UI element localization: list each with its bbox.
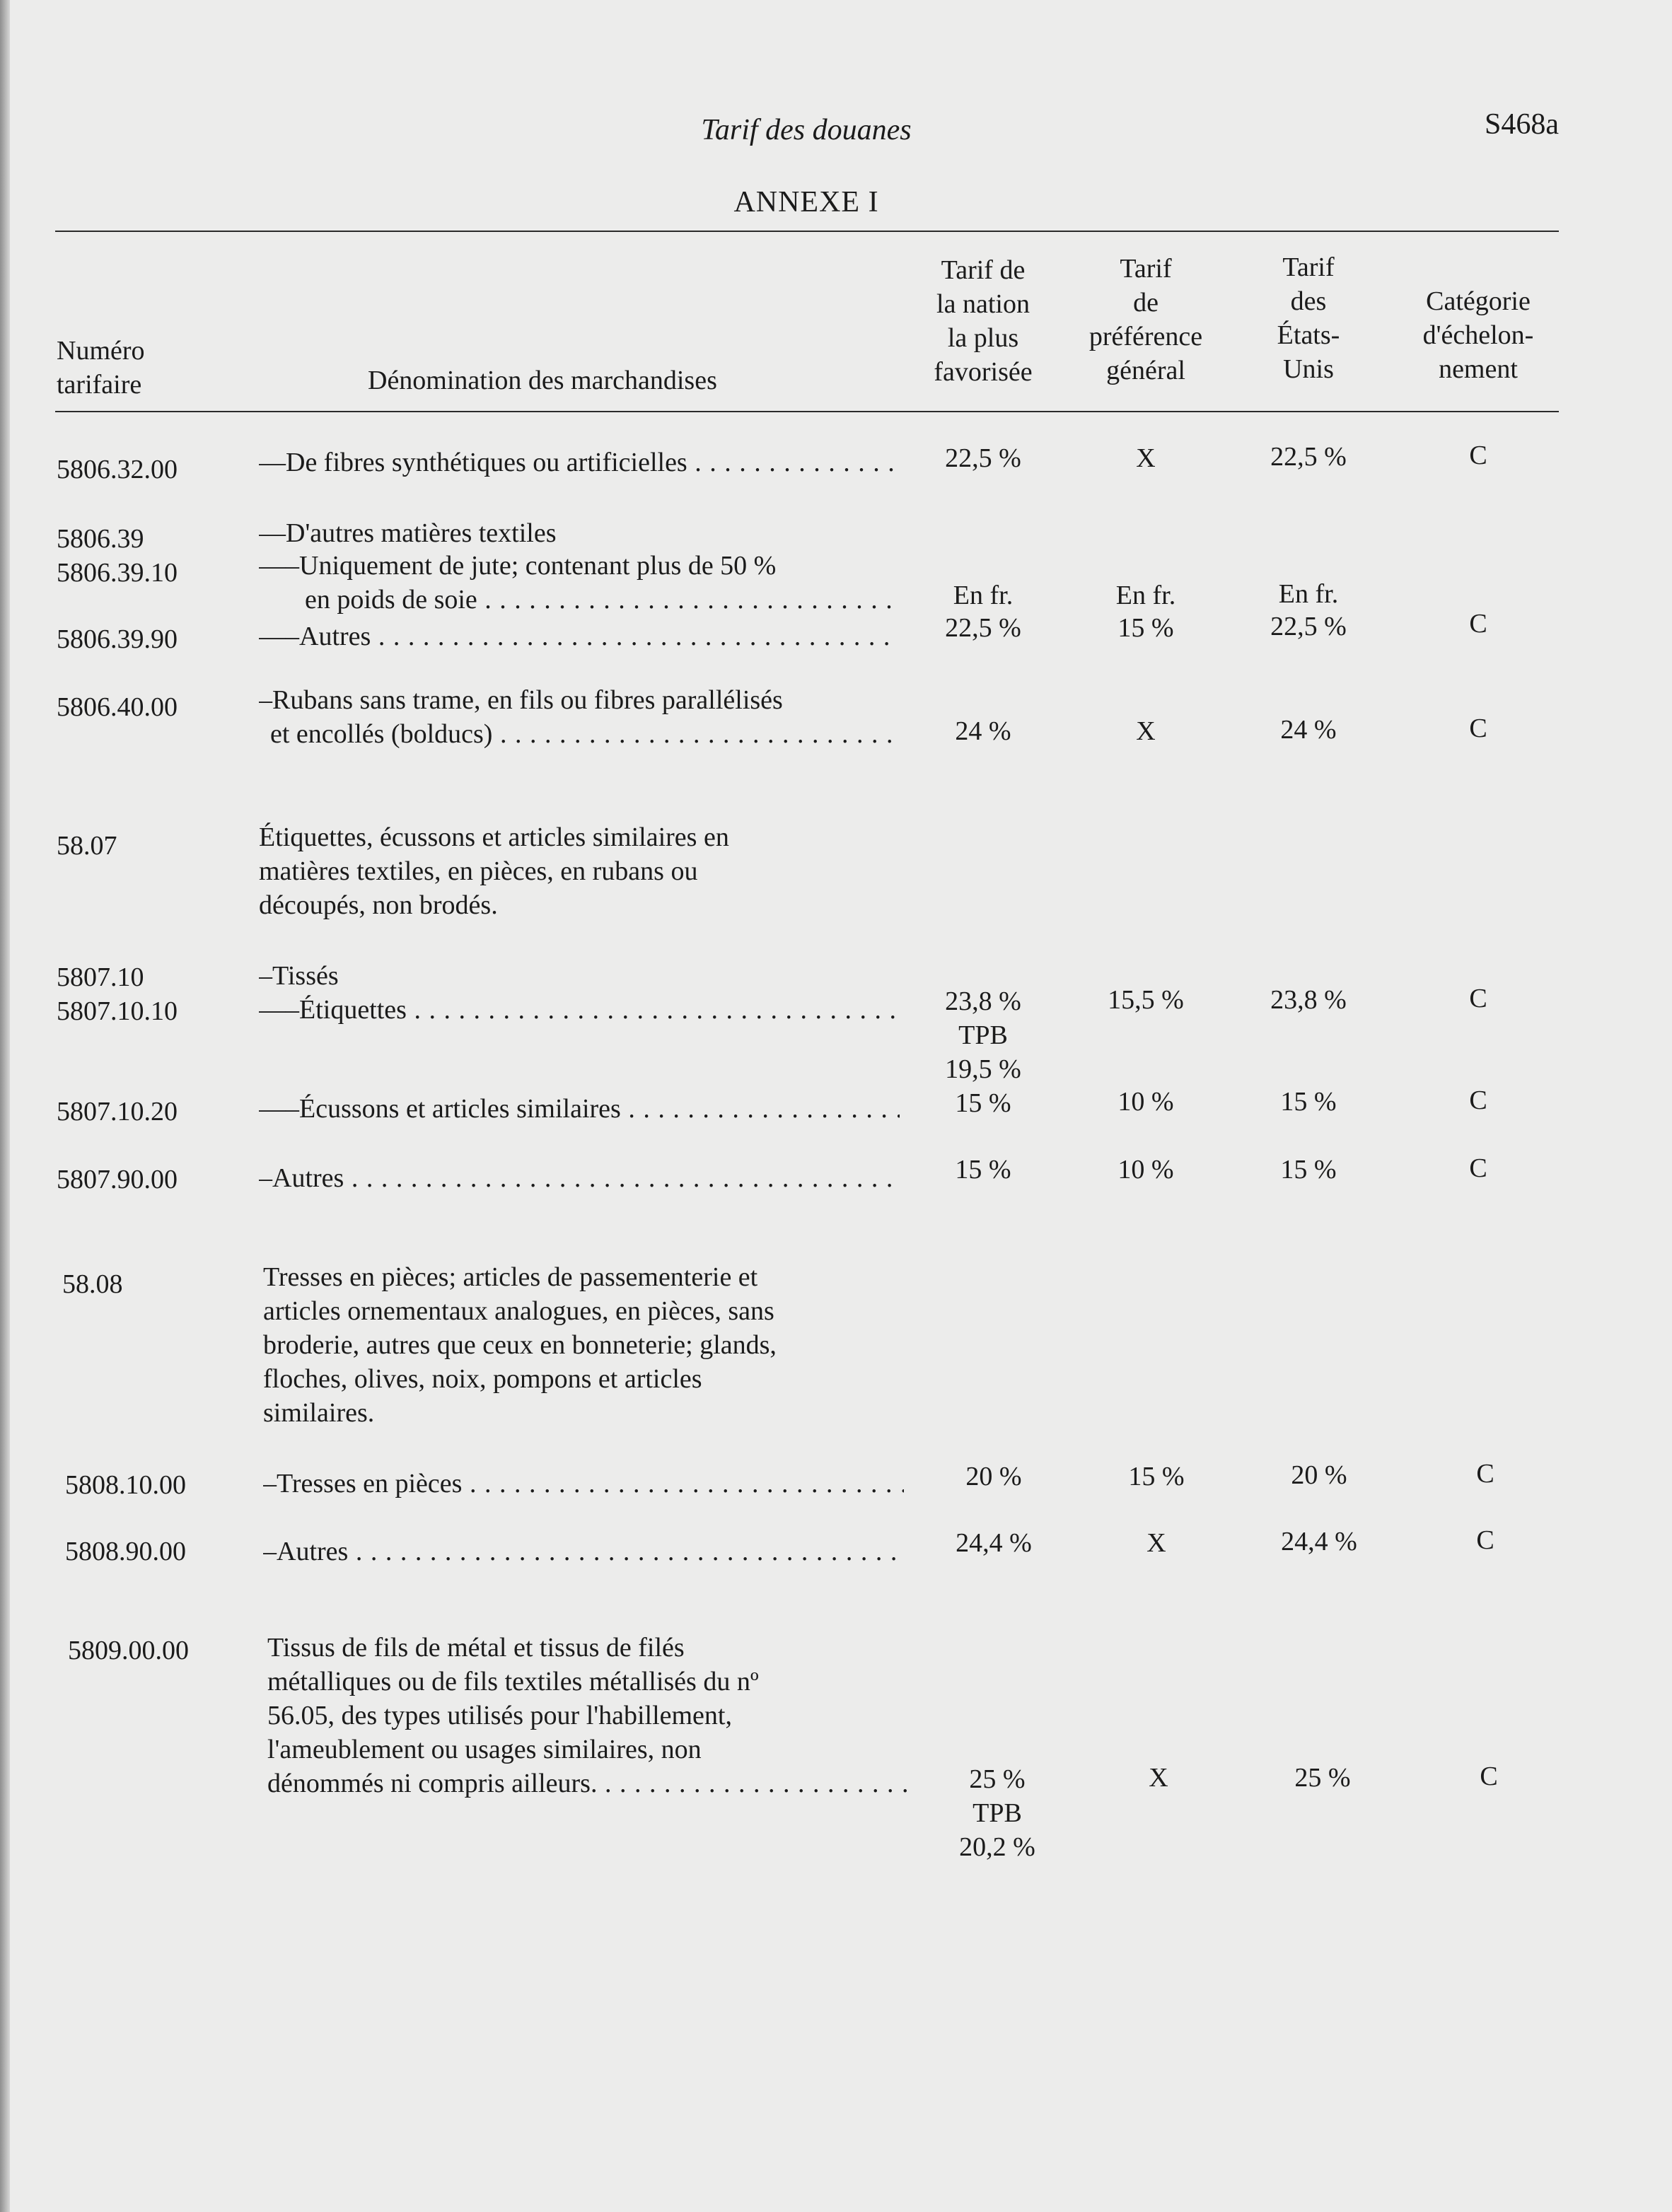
- staging-category: C: [1469, 984, 1487, 1013]
- description-line: découpés, non brodés.: [259, 890, 498, 920]
- header-us: [1238, 250, 1379, 386]
- goods-description: [259, 959, 900, 993]
- description-line: Tissus de fils de métal et tissus de filés: [267, 1633, 685, 1663]
- tariff-number: 5807.10.10: [57, 996, 178, 1026]
- tariff-number: 5809.00.00: [68, 1636, 189, 1665]
- header-gpt-line: général: [1106, 356, 1185, 385]
- header-gpt-line: Tarif: [1120, 254, 1172, 284]
- us-rate: 20 %: [1291, 1460, 1347, 1490]
- goods-description: [259, 619, 900, 653]
- description-line: –Tissés: [259, 961, 339, 991]
- description-line: —De fibres synthétiques ou artificielles . . .: [259, 446, 900, 479]
- goods-description: [259, 446, 900, 479]
- description-line: floches, olives, noix, pompons et articles: [263, 1364, 702, 1394]
- rate-line: 23,8 %: [945, 986, 1021, 1016]
- header-gpt: [1075, 252, 1217, 388]
- page-edge-shadow: [0, 0, 10, 2212]
- page-number: S468a: [1485, 108, 1559, 141]
- heading-number: 58.08: [62, 1269, 123, 1299]
- running-head-title: Tarif des douanes: [701, 114, 912, 146]
- us-rate: En fr.: [1278, 579, 1339, 609]
- tariff-number: 5806.39: [57, 524, 144, 554]
- description-line: —–Uniquement de jute; contenant plus de 50 %: [259, 551, 777, 581]
- rate-line: TPB: [973, 1798, 1022, 1828]
- header-description: Dénomination des marchandises: [368, 366, 717, 395]
- gpt-rate: X: [1136, 443, 1156, 473]
- heading-number: 58.07: [57, 831, 117, 861]
- tariff-number: 5808.10.00: [65, 1470, 186, 1500]
- goods-description: [263, 1535, 904, 1568]
- us-rate: 24,4 %: [1281, 1527, 1357, 1556]
- gpt-rate: X: [1146, 1528, 1166, 1558]
- mfn-rate: 24 %: [955, 716, 1011, 746]
- description-line: métalliques ou de fils textiles métallisés du nº: [267, 1667, 759, 1696]
- us-rate: 15 %: [1280, 1087, 1337, 1117]
- gpt-rate: 15,5 %: [1108, 985, 1184, 1015]
- header-gpt-line: de: [1133, 288, 1159, 318]
- mfn-rate: 24,4 %: [956, 1528, 1032, 1558]
- staging-category: C: [1469, 609, 1487, 639]
- goods-description: [259, 516, 900, 550]
- gpt-rate: 15 %: [1117, 613, 1174, 643]
- goods-description: [259, 683, 900, 751]
- header-mfn-line: la plus: [947, 323, 1019, 353]
- staging-category: C: [1476, 1459, 1494, 1489]
- gpt-rate: 15 %: [1128, 1462, 1185, 1491]
- description-line: —–Autres . . .: [259, 619, 900, 653]
- header-mfn-line: Tarif de: [941, 255, 1026, 285]
- header-staging-line: Catégorie: [1426, 286, 1531, 316]
- description-line: –Autres . . .: [263, 1535, 904, 1568]
- description-line: —D'autres matières textiles: [259, 518, 557, 548]
- gpt-rate: X: [1136, 716, 1156, 746]
- us-rate: 15 %: [1280, 1155, 1337, 1184]
- mfn-rate: 15 %: [955, 1088, 1011, 1118]
- gpt-rate: 10 %: [1117, 1155, 1174, 1184]
- gpt-rate: 10 %: [1117, 1087, 1174, 1117]
- tariff-number: 5806.40.00: [57, 692, 178, 722]
- description-line: matières textiles, en pièces, en rubans ou: [259, 856, 698, 886]
- goods-description: [259, 1161, 900, 1195]
- goods-description: [267, 1631, 908, 1800]
- staging-category: C: [1476, 1525, 1494, 1555]
- tariff-number: 5806.32.00: [57, 455, 178, 484]
- heading-description: [263, 1260, 904, 1430]
- tariff-number: 5806.39.10: [57, 558, 178, 588]
- mfn-rate: 20 %: [965, 1462, 1022, 1491]
- description-line: 56.05, des types utilisés pour l'habillement,: [267, 1701, 732, 1730]
- tariff-number: 5807.10: [57, 962, 144, 992]
- mfn-rate: 15 %: [955, 1155, 1011, 1184]
- description-line: dénommés ni compris ailleurs. . . .: [267, 1766, 908, 1800]
- description-line: en poids de soie . . .: [259, 583, 900, 617]
- gpt-rate: X: [1149, 1763, 1168, 1793]
- us-rate: 23,8 %: [1270, 985, 1347, 1015]
- description-line: –Rubans sans trame, en fils ou fibres parallélisés: [259, 685, 783, 715]
- header-staging-line: d'échelon-: [1422, 320, 1534, 350]
- rate-line: 19,5 %: [945, 1054, 1021, 1084]
- us-rate: 22,5 %: [1270, 442, 1347, 472]
- staging-category: C: [1469, 1153, 1487, 1183]
- mfn-rate: [927, 1762, 1068, 1864]
- us-rate: 25 %: [1294, 1763, 1351, 1793]
- description-line: broderie, autres que ceux en bonneterie; glands,: [263, 1330, 777, 1360]
- mfn-rate: En fr.: [953, 581, 1014, 610]
- tariff-number: 5807.10.20: [57, 1097, 178, 1127]
- staging-category: C: [1469, 1085, 1487, 1115]
- description-line: et encollés (bolducs) . . .: [259, 717, 900, 751]
- header-mfn-line: la nation: [936, 289, 1030, 319]
- staging-category: C: [1480, 1762, 1498, 1791]
- tariff-number: 5808.90.00: [65, 1537, 186, 1566]
- header-us-line: États-: [1277, 320, 1340, 350]
- header-number: [57, 334, 145, 402]
- staging-category: C: [1469, 714, 1487, 743]
- header-us-line: Unis: [1283, 354, 1334, 384]
- heading-description: [259, 820, 900, 922]
- rate-line: 20,2 %: [959, 1832, 1035, 1862]
- header-gpt-line: préférence: [1088, 322, 1203, 351]
- goods-description: [259, 549, 900, 617]
- header-number-line: Numéro: [57, 336, 145, 366]
- mfn-rate: 22,5 %: [945, 443, 1021, 473]
- description-line: Étiquettes, écussons et articles similaires en: [259, 822, 729, 852]
- header-staging-line: nement: [1439, 354, 1518, 384]
- tariff-number: 5806.39.90: [57, 624, 178, 654]
- description-line: —–Écussons et articles similaires . . .: [259, 1092, 900, 1126]
- table-top-rule: [55, 231, 1559, 232]
- goods-description: [259, 1092, 900, 1126]
- mfn-rate: [912, 984, 1054, 1086]
- staging-category: C: [1469, 441, 1487, 470]
- tariff-number: 5807.90.00: [57, 1165, 178, 1194]
- header-number-line: tarifaire: [57, 370, 142, 400]
- header-us-line: Tarif: [1282, 252, 1335, 282]
- header-mfn: [912, 253, 1054, 389]
- mfn-rate: 22,5 %: [945, 613, 1021, 643]
- goods-description: [259, 993, 900, 1027]
- description-line: articles ornementaux analogues, en pièces, sans: [263, 1296, 774, 1326]
- rate-line: TPB: [958, 1020, 1008, 1050]
- us-rate: 24 %: [1280, 715, 1337, 745]
- header-mfn-line: favorisée: [934, 357, 1033, 387]
- description-line: l'ameublement ou usages similaires, non: [267, 1735, 702, 1764]
- goods-description: [263, 1467, 904, 1501]
- header-us-line: des: [1290, 286, 1327, 316]
- rate-line: 25 %: [969, 1764, 1026, 1794]
- annex-title: ANNEXE I: [733, 186, 879, 219]
- us-rate: 22,5 %: [1270, 612, 1347, 641]
- description-line: –Tresses en pièces . . .: [263, 1467, 904, 1501]
- description-line: similaires.: [263, 1398, 375, 1428]
- gpt-rate: En fr.: [1115, 581, 1176, 610]
- description-line: Tresses en pièces; articles de passementerie et: [263, 1262, 758, 1292]
- header-staging: [1404, 284, 1552, 386]
- header-bottom-rule: [55, 411, 1559, 412]
- description-line: —–Étiquettes . . .: [259, 993, 900, 1027]
- description-line: –Autres . . .: [259, 1161, 900, 1195]
